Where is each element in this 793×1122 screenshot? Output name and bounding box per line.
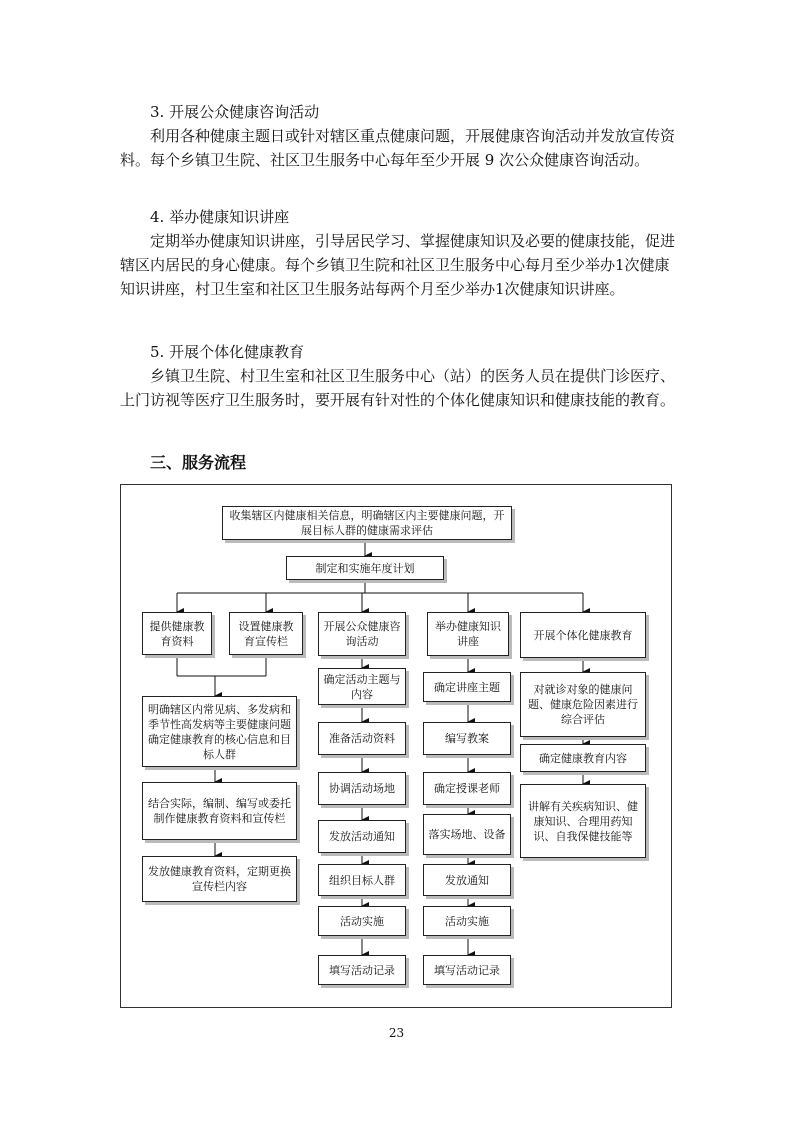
flow-c4-step-4: 落实场地、设备	[423, 814, 511, 855]
paragraph-5: 乡镇卫生院、村卫生室和社区卫生服务中心（站）的医务人员在提供门诊医疗、上门访视等医疗卫生服务时，要开展有针对性的个体化健康知识和健康技能的教育。	[120, 367, 676, 409]
section-title: 三、服务流程	[150, 453, 247, 472]
flow-c3-step-6: 活动实施	[318, 906, 406, 936]
flow-c3-step-7: 填写活动记录	[318, 955, 406, 985]
flow-annual-plan: 制定和实施年度计划	[286, 556, 444, 580]
flow-c3-step-1: 确定活动主题与内容	[318, 668, 406, 705]
flow-lecture: 举办健康知识讲座	[427, 612, 509, 656]
flow-c4-step-5: 发放通知	[423, 864, 511, 896]
flow-left-step-3: 发放健康教育资料，定期更换宣传栏内容	[142, 856, 297, 902]
flow-c3-step-4: 发放活动通知	[318, 820, 406, 853]
flow-c5-step-2: 确定健康教育内容	[520, 744, 646, 772]
heading-4: 4. 举办健康知识讲座	[150, 208, 290, 226]
flow-left-step-2: 结合实际，编制、编写或委托制作健康教育资料和宣传栏	[142, 782, 297, 840]
flow-consultation: 开展公众健康咨询活动	[318, 612, 406, 656]
flow-c3-step-5: 组织目标人群	[318, 864, 406, 896]
page-number: 23	[388, 1026, 405, 1040]
flow-c5-step-1: 对就诊对象的健康问题、健康危险因素进行综合评估	[520, 672, 646, 737]
flow-c4-step-3: 确定授课老师	[423, 772, 511, 805]
flow-provide-materials: 提供健康教育资料	[142, 612, 212, 655]
flow-c4-step-7: 填写活动记录	[423, 955, 511, 985]
flow-c3-step-3: 协调活动场地	[318, 772, 406, 805]
flow-c4-step-6: 活动实施	[423, 906, 511, 936]
flow-collect-info: 收集辖区内健康相关信息，明确辖区内主要健康问题，开展目标人群的健康需求评估	[222, 506, 512, 540]
paragraph-4: 定期举办健康知识讲座，引导居民学习、掌握健康知识及必要的健康技能，促进辖区内居民的身心健康。每个乡镇卫生院和社区卫生服务中心每月至少举办1次健康知识讲座，村卫生室和社区卫生服务站每两个月至少举办1次健康知识讲座。	[120, 232, 676, 298]
paragraph-3: 利用各种健康主题日或针对辖区重点健康问题，开展健康咨询活动并发放宣传资料。每个乡镇卫生院、社区卫生服务中心每年至少开展 9 次公众健康咨询活动。	[120, 127, 676, 169]
flow-c5-step-3: 讲解有关疾病知识、健康知识、合理用药知识、自我保健技能等	[520, 784, 646, 858]
heading-5: 5. 开展个体化健康教育	[150, 343, 305, 361]
flow-c4-step-2: 编写教案	[423, 722, 511, 755]
flow-c4-step-1: 确定讲座主题	[423, 672, 511, 702]
heading-3: 3. 开展公众健康咨询活动	[150, 103, 320, 121]
flow-bulletin-board: 设置健康教育宣传栏	[229, 612, 303, 655]
flow-individual-education: 开展个体化健康教育	[520, 612, 646, 658]
flow-c3-step-2: 准备活动资料	[318, 722, 406, 755]
flow-left-step-1: 明确辖区内常见病、多发病和季节性高发病等主要健康问题确定健康教育的核心信息和目标人群	[142, 696, 297, 767]
